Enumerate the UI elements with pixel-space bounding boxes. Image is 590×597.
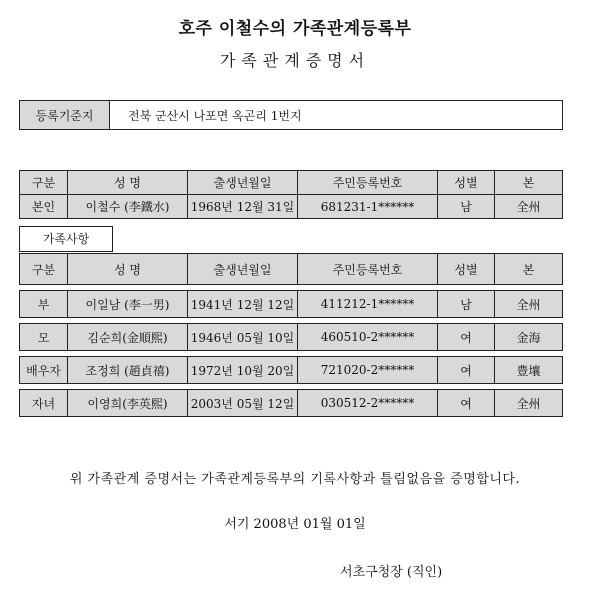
row-name: 이영희(李英熙) — [68, 390, 188, 417]
family-header-row — [20, 254, 563, 285]
header-name: 성 명 — [68, 254, 188, 285]
row-gender: 여 — [438, 324, 495, 351]
header-birth: 출생년월일 — [188, 171, 298, 195]
header-type: 구분 — [20, 254, 68, 285]
family-table — [19, 253, 563, 417]
principal-header-row — [20, 171, 563, 195]
header-clan: 본 — [495, 254, 563, 285]
row-clan: 全州 — [495, 390, 563, 417]
row-id: 460510-2****** — [298, 324, 438, 351]
header-birth: 출생년월일 — [188, 254, 298, 285]
registration-label: 등록기준지 — [20, 101, 110, 130]
header-id: 주민등록번호 — [298, 171, 438, 195]
row-name: 조정희 (趙貞禧) — [68, 357, 188, 384]
table-row — [20, 195, 563, 219]
row-id: 030512-2****** — [298, 390, 438, 417]
principal-table — [19, 170, 563, 219]
registration-table — [19, 100, 563, 130]
family-section-label: 가족사항 — [19, 226, 113, 252]
row-gender: 여 — [438, 390, 495, 417]
row-clan: 全州 — [495, 291, 563, 318]
row-clan: 豊壤 — [495, 357, 563, 384]
header-name: 성 명 — [68, 171, 188, 195]
table-row — [20, 324, 563, 351]
row-gender: 남 — [438, 195, 495, 219]
document-title: 호주 이철수의 가족관계등록부 — [178, 19, 412, 39]
row-gender: 남 — [438, 291, 495, 318]
row-name: 김순희(金順熙) — [68, 324, 188, 351]
issue-date: 서기 2008년 01월 01일 — [224, 517, 366, 532]
row-birth: 1941년 12월 12일 — [188, 291, 298, 318]
row-birth: 1968년 12월 31일 — [188, 195, 298, 219]
issuer-signature: 서초구청장 (직인) — [340, 565, 443, 580]
row-gender: 여 — [438, 357, 495, 384]
row-name: 이일남 (李一男) — [68, 291, 188, 318]
table-row — [20, 291, 563, 318]
row-name: 이철수 (李鐵水) — [68, 195, 188, 219]
row-type: 자녀 — [20, 390, 68, 417]
table-row — [20, 357, 563, 384]
header-clan: 본 — [495, 171, 563, 195]
row-birth: 2003년 05월 12일 — [188, 390, 298, 417]
document-subtitle: 가족관계증명서 — [219, 51, 371, 70]
certification-statement: 위 가족관계 증명서는 가족관계등록부의 기록사항과 틀림없음을 증명합니다. — [69, 472, 521, 487]
row-clan: 金海 — [495, 324, 563, 351]
row-id: 681231-1****** — [298, 195, 438, 219]
row-id: 411212-1****** — [298, 291, 438, 318]
row-birth: 1972년 10월 20일 — [188, 357, 298, 384]
row-id: 721020-2****** — [298, 357, 438, 384]
row-type: 본인 — [20, 195, 68, 219]
row-clan: 全州 — [495, 195, 563, 219]
row-type: 부 — [20, 291, 68, 318]
header-id: 주민등록번호 — [298, 254, 438, 285]
table-row — [20, 390, 563, 417]
header-gender: 성별 — [438, 254, 495, 285]
header-type: 구분 — [20, 171, 68, 195]
registration-value: 전북 군산시 나포면 옥곤리 1번지 — [110, 101, 563, 130]
row-type: 모 — [20, 324, 68, 351]
row-birth: 1946년 05월 10일 — [188, 324, 298, 351]
row-type: 배우자 — [20, 357, 68, 384]
header-gender: 성별 — [438, 171, 495, 195]
